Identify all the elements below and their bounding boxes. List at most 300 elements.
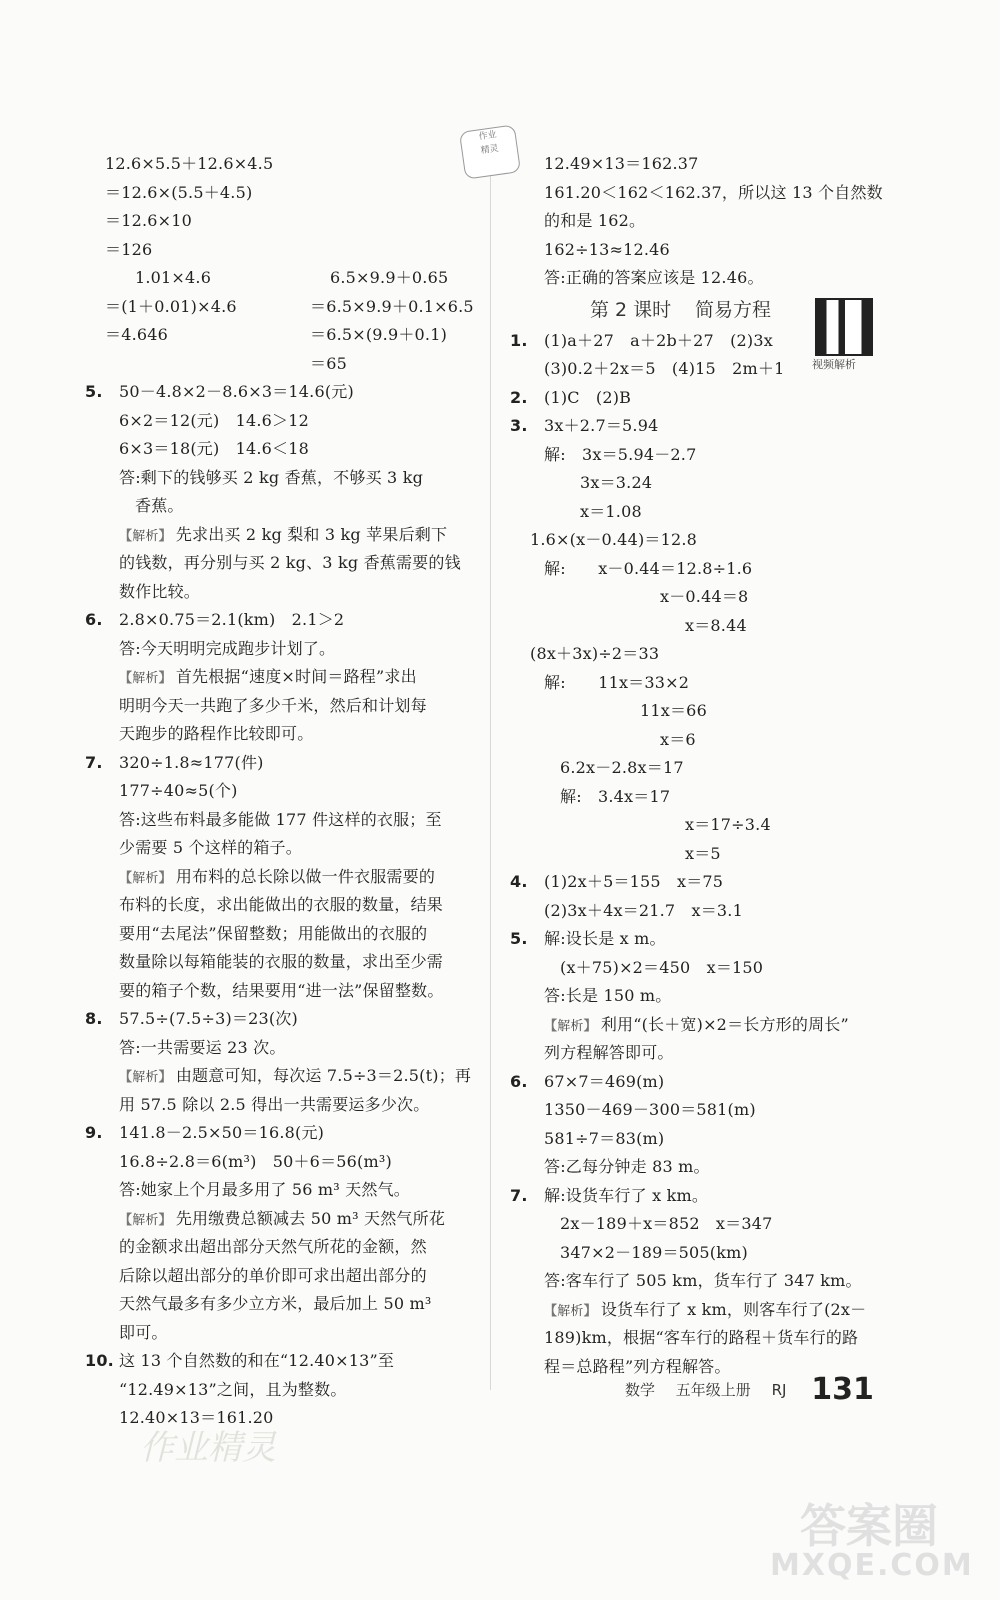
answer-line	[85, 1262, 480, 1291]
answer-body: ＝12.6×(5.5＋4.5)	[105, 182, 253, 202]
answer-text	[119, 1034, 286, 1063]
answer-line	[510, 1296, 910, 1325]
answer-text	[544, 669, 689, 698]
answer-line	[85, 264, 480, 293]
answer-body: x＝1.08	[580, 501, 642, 521]
question-number: 10.	[85, 1351, 114, 1370]
answer-body: x－0.44＝8	[660, 587, 749, 606]
answer-text	[119, 378, 354, 407]
question-number: 4.	[510, 872, 528, 891]
answer-line	[510, 982, 910, 1011]
answer-line	[85, 236, 480, 265]
answer-line	[510, 697, 910, 726]
answer-body: 320÷1.8≈177(件)	[119, 752, 264, 772]
answer-text	[135, 492, 184, 521]
answer-line	[85, 948, 480, 977]
answer-body: 解:设长是 x m。	[544, 929, 666, 948]
answer-text	[530, 526, 697, 555]
answer-line	[510, 754, 910, 783]
answer-body: 141.8－2.5×50＝16.8(元)	[119, 1123, 325, 1142]
answer-body: 581÷7＝83(m)	[544, 1128, 665, 1148]
question-number: 7.	[85, 752, 103, 772]
answer-text	[544, 1096, 756, 1125]
answer-body: 首先根据“速度×时间＝路程”求出	[175, 667, 417, 686]
answer-body: 用 57.5 除以 2.5 得出一共需要运多少次。	[119, 1094, 430, 1114]
analysis-tag: 【解析】	[119, 671, 172, 686]
answer-body: 12.49×13＝162.37	[544, 154, 699, 173]
answer-body: 答:乙每分钟走 83 m。	[544, 1157, 710, 1176]
answer-text	[544, 1068, 664, 1097]
answer-text	[119, 920, 427, 949]
answer-body: 答:今天明明完成跑步计划了。	[119, 638, 336, 658]
answer-text	[685, 840, 721, 869]
answer-line	[85, 692, 480, 721]
answer-line	[85, 1290, 480, 1319]
question-number: 3.	[510, 416, 528, 435]
answer-text	[119, 749, 264, 778]
answer-text	[544, 1182, 708, 1211]
answer-line	[510, 1239, 910, 1268]
answer-line	[85, 1148, 480, 1177]
analysis-tag-label: 解析	[132, 870, 159, 886]
answer-text	[119, 806, 442, 835]
answer-line	[510, 811, 910, 840]
answer-body: 利用“(长＋宽)×2＝长方形的周长”	[600, 1014, 849, 1034]
answer-text	[119, 1376, 347, 1405]
answer-text	[119, 1062, 471, 1093]
answer-line	[85, 321, 480, 350]
answer-text	[119, 1148, 392, 1177]
answer-text	[119, 692, 427, 721]
answer-text	[544, 897, 743, 926]
answer-text	[119, 863, 435, 894]
answer-body: 1.01×4.6	[135, 268, 212, 287]
answer-text	[544, 441, 696, 470]
answer-line	[85, 891, 480, 920]
answer-text	[119, 1005, 298, 1034]
answer-line	[85, 407, 480, 436]
answer-line	[510, 925, 910, 954]
answer-line	[510, 264, 910, 293]
answer-text	[560, 1239, 748, 1268]
answer-line	[85, 1005, 480, 1034]
answer-text	[119, 1233, 427, 1262]
watermark-right: 答案圈	[800, 1499, 938, 1553]
answer-body: 6.2x－2.8x＝17	[560, 758, 684, 777]
answer-body: 解: 11x＝33×2	[544, 672, 690, 692]
answer-line	[510, 441, 910, 470]
answer-text	[119, 1091, 429, 1120]
answer-body: 数量除以每箱能装的衣服的数量，求出至少需	[119, 952, 444, 971]
answer-body: 解: x－0.44＝12.8÷1.6	[544, 558, 753, 578]
answer-line	[510, 1039, 910, 1068]
answer-body: 香蕉。	[135, 496, 184, 515]
answer-body: 2.8×0.75＝2.1(km) 2.1＞2	[119, 610, 345, 629]
answer-body: 答:正确的答案应该是 12.46。	[544, 268, 764, 287]
answer-body: 12.40×13＝161.20	[119, 1408, 274, 1427]
answer-line	[85, 920, 480, 949]
answer-text	[544, 384, 631, 413]
answer-body: (1)a＋27 a＋2b＋27 (2)3x	[544, 330, 773, 350]
answer-text-second: 6.5×9.9＋0.65	[330, 268, 449, 287]
column-divider	[490, 150, 491, 1390]
answer-text	[660, 583, 748, 612]
answer-text	[544, 1324, 858, 1353]
right-bottom-block	[510, 327, 910, 1382]
answer-text	[544, 982, 671, 1011]
answer-text	[119, 578, 200, 607]
answer-body: 162÷13≈12.46	[544, 239, 670, 259]
answer-text	[544, 1153, 710, 1182]
answer-body: 347×2－189＝505(km)	[560, 1242, 748, 1262]
answer-body: 先用缴费总额减去 50 m³ 天然气所花	[175, 1208, 446, 1228]
answer-body: 天跑步的路程作比较即可。	[119, 724, 314, 743]
answer-body: 布料的长度，求出能做出的衣服的数量，结果	[119, 895, 444, 914]
answer-body: (2)3x＋4x＝21.7 x＝3.1	[544, 900, 743, 920]
answer-body: 3x＝3.24	[580, 473, 653, 492]
answer-text	[560, 783, 670, 812]
section-title-lesson: 第 2 课时	[590, 298, 672, 321]
stamp-text-2: 精灵	[480, 143, 500, 157]
answer-body: 1.6×(x－0.44)＝12.8	[530, 530, 698, 549]
answer-line	[85, 1205, 480, 1234]
answer-line	[85, 293, 480, 322]
answer-text	[544, 555, 752, 584]
answer-body: (1)2x＋5＝155 x＝75	[544, 872, 724, 891]
answer-body: (8x＋3x)÷2＝33	[530, 644, 660, 663]
answer-body: 少需要 5 个这样的箱子。	[119, 838, 302, 857]
answer-text	[105, 150, 273, 179]
answer-line	[85, 663, 480, 692]
answer-text	[105, 293, 237, 322]
answer-text	[119, 549, 461, 578]
answer-text	[119, 464, 423, 493]
answer-body: 57.5÷(7.5÷3)＝23(次)	[119, 1009, 298, 1028]
answer-text	[544, 355, 784, 384]
answer-body: (1)C (2)B	[544, 387, 632, 407]
answer-line	[85, 635, 480, 664]
answer-line	[510, 1153, 910, 1182]
answer-line	[85, 350, 480, 379]
answer-text	[105, 321, 168, 350]
answer-text	[560, 954, 763, 983]
answer-text	[119, 1319, 168, 1348]
answer-body: 6×2＝12(元) 14.6＞12	[119, 410, 309, 430]
question-number: 5.	[85, 382, 103, 401]
answer-text	[544, 1267, 862, 1296]
answer-text-second: ＝6.5×9.9＋0.1×6.5	[310, 296, 474, 316]
watermark-url: MXQE.COM	[770, 1548, 974, 1583]
answer-text	[119, 977, 444, 1006]
answer-body: 这 13 个自然数的和在“12.40×13”至	[119, 1351, 395, 1370]
answer-body: 先求出买 2 kg 梨和 3 kg 苹果后剩下	[175, 524, 448, 544]
answer-text	[119, 891, 443, 920]
answer-line	[510, 555, 910, 584]
answer-body: 用布料的总长除以做一件衣服需要的	[175, 866, 436, 886]
analysis-tag-label: 解析	[132, 671, 159, 686]
footer-grade: 五年级上册	[675, 1381, 751, 1399]
answer-line	[85, 777, 480, 806]
answer-body: 明明今天一共跑了多少千米，然后和计划每	[119, 695, 427, 715]
analysis-tag: 【解析】	[119, 870, 172, 886]
answer-line	[85, 749, 480, 778]
analysis-tag-label: 解析	[557, 1018, 584, 1034]
answer-body: 解:设货车行了 x km。	[544, 1185, 709, 1205]
answer-text	[544, 207, 645, 236]
analysis-tag-label: 解析	[132, 1070, 159, 1085]
answer-text	[119, 635, 335, 664]
answer-body: 列方程解答即可。	[544, 1043, 674, 1062]
page-number: 131	[811, 1372, 874, 1407]
answer-text	[685, 612, 747, 641]
answer-text	[544, 264, 764, 293]
answer-body: 答:她家上个月最多用了 56 m³ 天然气。	[119, 1180, 410, 1199]
answer-line	[510, 897, 910, 926]
answer-line	[510, 1068, 910, 1097]
question-number: 6.	[510, 1071, 528, 1091]
answer-body: 1350－469－300＝581(m)	[544, 1100, 756, 1119]
answer-body: (x＋75)×2＝450 x＝150	[560, 957, 764, 977]
answer-line	[510, 469, 910, 498]
answer-body: 后除以超出部分的单价即可求出超出部分的	[119, 1265, 427, 1285]
question-number: 8.	[85, 1009, 103, 1028]
answer-text	[580, 469, 652, 498]
answer-text	[544, 868, 723, 897]
question-number: 1.	[510, 330, 528, 350]
answer-line	[85, 834, 480, 863]
answer-line	[510, 1324, 910, 1353]
answer-body: 数作比较。	[119, 581, 201, 601]
answer-text	[544, 1125, 664, 1154]
answer-line	[510, 384, 910, 413]
analysis-tag: 【解析】	[119, 1070, 172, 1085]
analysis-tag: 【解析】	[544, 1018, 597, 1034]
answer-line	[510, 640, 910, 669]
section-title-topic: 简易方程	[695, 298, 772, 321]
question-number: 6.	[85, 610, 103, 629]
answer-body: 11x＝66	[640, 701, 707, 720]
answer-text	[105, 236, 152, 265]
answer-line	[510, 783, 910, 812]
answer-text	[530, 640, 659, 669]
answer-line	[510, 669, 910, 698]
answer-line	[85, 863, 480, 892]
answer-body: 由题意可知，每次运 7.5÷3＝2.5(t)；再	[175, 1066, 472, 1085]
answer-line	[85, 720, 480, 749]
answer-line	[85, 150, 480, 179]
answer-text	[119, 606, 344, 635]
answer-text	[119, 1290, 432, 1319]
answer-line	[85, 179, 480, 208]
answer-line	[85, 435, 480, 464]
answer-text	[119, 1176, 410, 1205]
answer-line	[85, 549, 480, 578]
answer-text	[544, 1011, 849, 1042]
answer-line	[510, 412, 910, 441]
answer-text	[544, 179, 883, 208]
answer-line	[85, 606, 480, 635]
answer-body: ＝126	[105, 239, 153, 259]
answer-text	[544, 150, 699, 179]
answer-text	[119, 948, 443, 977]
answer-line	[85, 1233, 480, 1262]
answer-text	[119, 1205, 445, 1236]
answer-line	[510, 840, 910, 869]
answer-line	[85, 1347, 480, 1376]
analysis-tag-label: 解析	[557, 1303, 584, 1319]
answer-text	[640, 697, 707, 726]
answer-text	[685, 811, 771, 840]
answer-body: x＝17÷3.4	[685, 815, 771, 834]
footer-subject: 数学	[625, 1381, 656, 1399]
answer-line	[85, 977, 480, 1006]
answer-body: 答:客车行了 505 km，货车行了 347 km。	[544, 1271, 862, 1290]
answer-body: 16.8÷2.8＝6(m³) 50＋6＝56(m³)	[119, 1151, 392, 1171]
qr-label: 视频解析	[812, 358, 856, 371]
answer-line	[510, 1182, 910, 1211]
answer-line	[510, 236, 910, 265]
analysis-tag: 【解析】	[119, 1212, 172, 1228]
answer-line	[510, 150, 910, 179]
answer-line	[85, 378, 480, 407]
answer-body: 50－4.8×2－8.6×3＝14.6(元)	[119, 382, 354, 401]
answer-body: 189)km，根据“客车行的路程＋货车行的路	[544, 1328, 859, 1347]
answer-text	[560, 754, 684, 783]
footer-edition: RJ	[771, 1381, 787, 1399]
answer-line	[510, 1096, 910, 1125]
answer-text	[135, 264, 211, 293]
answer-line	[510, 1267, 910, 1296]
question-number: 2.	[510, 387, 528, 407]
answer-body: ＝12.6×10	[105, 211, 192, 230]
answer-line	[85, 1062, 480, 1091]
answer-text	[105, 207, 192, 236]
answer-body: 67×7＝469(m)	[544, 1071, 665, 1091]
answer-body: ＝4.646	[105, 325, 169, 344]
answer-line	[510, 179, 910, 208]
stamp-text-1: 作业	[478, 129, 498, 143]
answer-body: 3x＋2.7＝5.94	[544, 416, 659, 435]
answer-text	[119, 663, 417, 694]
answer-body: 161.20＜162＜162.37，所以这 13 个自然数	[544, 182, 883, 202]
answer-line	[85, 521, 480, 550]
answer-line	[85, 464, 480, 493]
question-number: 9.	[85, 1123, 103, 1142]
answer-body: 要的箱子个数，结果要用“进一法”保留整数。	[119, 980, 444, 1000]
answer-line	[510, 868, 910, 897]
answer-body: 即可。	[119, 1322, 168, 1342]
answer-line	[85, 1119, 480, 1148]
answer-body: 天然气最多有多少立方米，最后加上 50 m³	[119, 1294, 432, 1313]
answer-line	[510, 1011, 910, 1040]
left-column	[85, 150, 480, 1433]
page-footer	[625, 1372, 890, 1407]
answer-line	[510, 207, 910, 236]
answer-line	[85, 806, 480, 835]
analysis-tag-label: 解析	[132, 1212, 159, 1228]
answer-text	[119, 834, 302, 863]
answer-text	[544, 1039, 674, 1068]
answer-body: “12.49×13”之间，且为整数。	[119, 1379, 347, 1399]
answer-line	[85, 1376, 480, 1405]
answer-body: 程＝总路程”列方程解答。	[544, 1356, 731, 1376]
answer-line	[510, 1210, 910, 1239]
answer-text	[119, 521, 447, 552]
answer-line	[510, 726, 910, 755]
answer-text	[580, 498, 642, 527]
answer-line	[510, 526, 910, 555]
answer-line	[85, 578, 480, 607]
answer-body: 解: 3.4x＝17	[560, 786, 671, 806]
answer-body: ＝(1＋0.01)×4.6	[105, 296, 237, 316]
answer-body: 的钱数，再分别与买 2 kg、3 kg 香蕉需要的钱	[119, 553, 461, 572]
answer-body: 177÷40≈5(个)	[119, 781, 238, 800]
answer-body: x＝6	[660, 729, 696, 749]
answer-body: 答:长是 150 m。	[544, 986, 672, 1005]
answer-line	[510, 498, 910, 527]
answer-body: 要用“去尾法”保留整数；用能做出的衣服的	[119, 923, 428, 943]
answer-body: 设货车行了 x km，则客车行了(2x－	[600, 1299, 867, 1319]
answer-text	[544, 236, 670, 265]
answer-line	[85, 207, 480, 236]
answer-line	[85, 1319, 480, 1348]
answer-body: 12.6×5.5＋12.6×4.5	[105, 154, 274, 173]
answer-body: 的金额求出超出部分天然气所花的金额，然	[119, 1237, 427, 1256]
answer-text	[105, 179, 252, 208]
analysis-tag-label: 解析	[132, 528, 159, 544]
answer-body: 6×3＝18(元) 14.6＜18	[119, 439, 309, 458]
answer-text-second: ＝65	[310, 353, 347, 373]
answer-body: 的和是 162。	[544, 211, 646, 230]
answer-body: 答:剩下的钱够买 2 kg 香蕉，不够买 3 kg	[119, 467, 424, 487]
answer-body: x＝8.44	[685, 615, 747, 635]
answer-line	[85, 1176, 480, 1205]
answer-line	[85, 492, 480, 521]
question-number: 5.	[510, 929, 528, 948]
analysis-tag: 【解析】	[544, 1303, 597, 1319]
answer-line	[510, 612, 910, 641]
answer-line	[85, 1034, 480, 1063]
answer-text	[544, 1296, 866, 1327]
answer-body: (3)0.2＋2x＝5 (4)15 2m＋1	[544, 359, 785, 378]
answer-body: 答:这些布料最多能做 177 件这样的衣服；至	[119, 809, 442, 829]
answer-text	[119, 1262, 427, 1291]
answer-line	[510, 954, 910, 983]
qr-code-icon[interactable]	[815, 298, 873, 356]
answer-line	[85, 1091, 480, 1120]
answer-text	[119, 407, 309, 436]
answer-text	[119, 777, 238, 806]
answer-text	[544, 327, 773, 356]
answer-text	[119, 435, 309, 464]
answer-text	[544, 412, 658, 441]
answer-text	[119, 720, 313, 749]
answer-body: 2x－189＋x＝852 x＝347	[560, 1214, 773, 1233]
answer-body: 解: 3x＝5.94－2.7	[544, 444, 697, 464]
watermark-left: 作业精灵	[140, 1428, 276, 1468]
answer-text	[119, 1119, 324, 1148]
answer-text-second: ＝6.5×(9.9＋0.1)	[310, 325, 448, 344]
right-top-block	[510, 150, 910, 293]
answer-body: x＝5	[685, 843, 721, 863]
answer-line	[510, 583, 910, 612]
analysis-tag: 【解析】	[119, 528, 172, 544]
answer-text	[560, 1210, 772, 1239]
answer-text	[544, 925, 666, 954]
answer-text	[660, 726, 696, 755]
answer-line	[510, 1125, 910, 1154]
answer-body: 答:一共需要运 23 次。	[119, 1037, 286, 1057]
